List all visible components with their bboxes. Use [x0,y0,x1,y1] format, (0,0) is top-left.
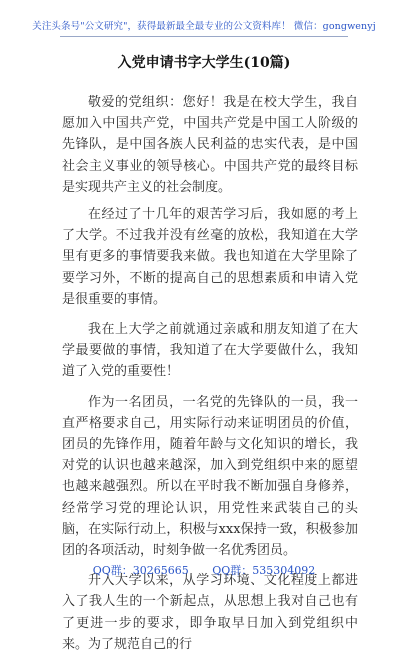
header-divider [60,36,348,37]
paragraph: 升入大学以来，从学习环境、文化程度上都进入了我人生的一个新起点，从思想上我对自己也有了更进一步的要求，即争取早日加入到党组织中来。为了规范自己的行 [62,573,358,652]
footer-qq-group-2: QQ群：535304092 [212,564,316,577]
header-banner: 关注头条号"公文研究"，获得最新最全最专业的公文资料库！ 微信：gongwenyj [32,21,376,32]
paragraph: 在经过了十几年的艰苦学习后，我如愿的考上了大学。不过我并没有丝毫的放松，我知道在大学里有更多的事情要我来做。我也知道在大学里除了要学习外，不断的提高自己的思想素质和申请入党是很重要的事情。 [62,207,358,307]
footer [0,562,408,578]
paragraph: 作为一名团员，一名党的先锋队的一员，我一直严格要求自己，用实际行动来证明团员的价值，团员的先锋作用，随着年龄与文化知识的增长，我对党的认识也越来越深，加入到党组织中来的愿望也越来越强烈。所以在平时我不断加强自身修养，经常学习党的理论认识，用党性来武装自己的头脑，在实际行动上，积极与xxx保持一致，积极参加团的各项活动，时刻争做一名优秀团员。 [62,394,358,559]
paragraph: 我在上大学之前就通过亲戚和朋友知道了在大学最要做的事情，我知道了在大学要做什么，我知道了入党的重要性！ [62,322,358,380]
footer-qq-group-1: QQ群：30265665 [92,564,189,577]
paragraph: 敬爱的党组织：您好！我是在校大学生，我自愿加入中国共产党，中国共产党是中国工人阶级的先锋队，是中国各族人民利益的忠实代表，是中国社会主义事业的领导核心。中国共产党的最终目标是实现共产主义的社会制度。 [62,95,358,195]
document-body [62,92,358,664]
document-title: 入党申请书字大学生(10篇) [117,55,291,71]
